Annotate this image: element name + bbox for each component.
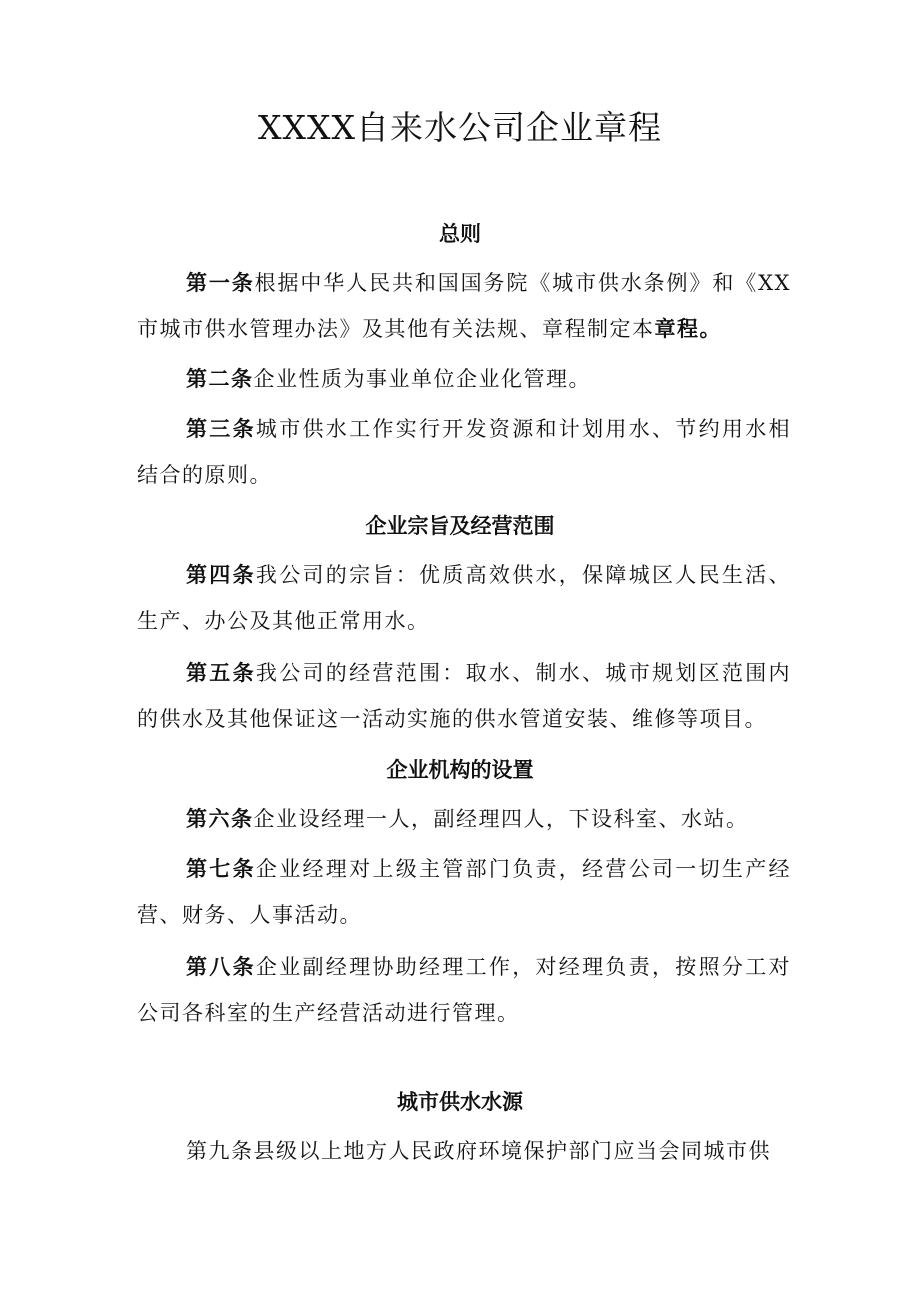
article-label: 第七条 [186, 856, 256, 881]
article-text: 企业性质为事业单位企业化管理。 [253, 367, 591, 391]
article-3 [137, 406, 791, 498]
article-text: 我公司的经营范围：取水、制水、城市规划区范围内的供水及其他保证这一活动实施的供水管道安装、维修等项目。 [137, 661, 792, 731]
article-5 [137, 650, 791, 742]
article-label: 第一条 [186, 270, 255, 295]
article-label: 第三条 [186, 416, 256, 441]
article-8 [137, 944, 791, 1036]
article-text-bold: 章程。 [654, 316, 722, 341]
article-text: 企业经理对上级主管部门负责，经营公司一切生产经营、财务、人事活动。 [137, 857, 792, 927]
article-text: 城市供水工作实行开发资源和计划用水、节约用水相结合的原则。 [137, 417, 792, 487]
article-6 [137, 796, 791, 842]
article-text: 根据中华人民共和国国务院《城市供水条例》和《XX市城市供水管理办法》及其他有关法规、章程制定本 [137, 271, 791, 341]
article-1 [137, 260, 791, 352]
article-2 [137, 356, 791, 402]
document-title: XXXX自来水公司企业章程 [258, 108, 662, 147]
article-4 [137, 552, 791, 644]
article-label: 第四条 [186, 562, 256, 587]
section-heading-water-source: 城市供水水源 [397, 1089, 523, 1114]
article-text: 第九条县级以上地方人民政府环境保护部门应当会同城市供 [186, 1139, 771, 1163]
article-label: 第五条 [186, 660, 256, 685]
article-label: 第二条 [186, 366, 254, 391]
article-text: 企业设经理一人，副经理四人，下设科室、水站。 [253, 807, 749, 831]
section-heading-general: 总则 [439, 221, 481, 246]
article-9 [137, 1128, 791, 1174]
article-text: 企业副经理协助经理工作，对经理负责，按照分工对公司各科室的生产经营活动进行管理。 [137, 955, 792, 1025]
article-text: 我公司的宗旨：优质高效供水，保障城区人民生活、生产、办公及其他正常用水。 [137, 563, 792, 633]
article-label: 第八条 [186, 954, 256, 979]
section-heading-purpose-scope: 企业宗旨及经营范围 [365, 513, 555, 538]
section-heading-organization: 企业机构的设置 [386, 757, 534, 782]
article-label: 第六条 [186, 806, 254, 831]
article-7 [137, 846, 791, 938]
